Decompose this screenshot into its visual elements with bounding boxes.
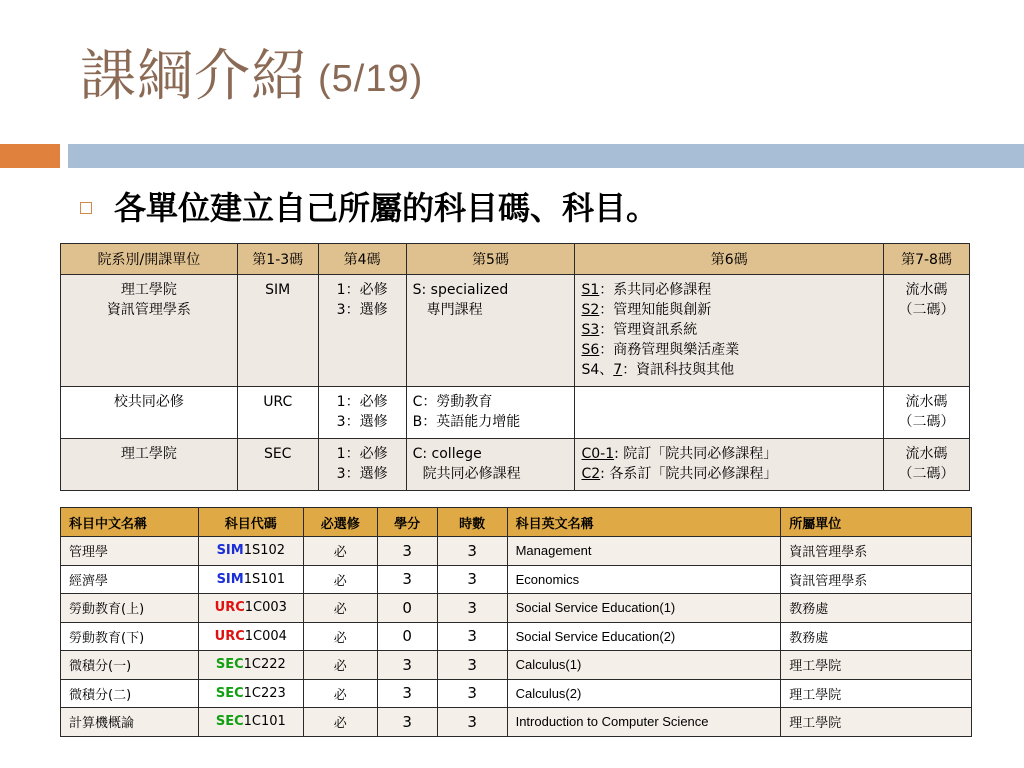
course-hours: 3 <box>437 651 507 680</box>
accent-bar-orange <box>0 144 60 168</box>
course-code-prefix: SEC <box>215 657 244 673</box>
course-required: 必 <box>303 622 377 651</box>
course-hours: 3 <box>437 679 507 708</box>
code78-line: 流水碼 <box>905 394 948 410</box>
course-required: 必 <box>303 565 377 594</box>
course-row <box>61 594 972 623</box>
code5-line: C: college <box>412 446 482 462</box>
code-structure-table <box>60 243 970 491</box>
code5-line: C：勞動教育 <box>412 394 493 410</box>
code6-line: S2：管理知能與創新 <box>581 302 712 318</box>
course-code <box>198 537 303 566</box>
unit-cell <box>61 387 238 439</box>
code-table-row <box>61 387 970 439</box>
course-english-name: Introduction to Computer Science <box>507 708 781 737</box>
unit-line: 理工學院 <box>120 282 177 298</box>
code-table-header: 第5碼 <box>406 244 575 275</box>
course-credits: 3 <box>377 708 437 737</box>
course-dept: 理工學院 <box>781 651 972 680</box>
code4-line: 3：選修 <box>336 302 388 318</box>
course-table-header: 所屬單位 <box>781 508 972 537</box>
code5-cell <box>406 387 575 439</box>
course-required: 必 <box>303 537 377 566</box>
code78-cell <box>884 275 970 387</box>
course-table-header: 科目英文名稱 <box>507 508 781 537</box>
course-credits: 3 <box>377 537 437 566</box>
code4-cell <box>318 387 406 439</box>
slide-title <box>80 42 423 114</box>
course-english-name: Economics <box>507 565 781 594</box>
code78-line: （二碼） <box>898 466 955 482</box>
code5-line: B：英語能力增能 <box>412 414 521 430</box>
code4-cell <box>318 275 406 387</box>
course-dept: 資訊管理學系 <box>781 537 972 566</box>
course-name: 微積分(一) <box>61 651 199 680</box>
course-code-prefix: SIM <box>216 571 244 587</box>
code13-cell: URC <box>237 387 318 439</box>
code4-line: 1：必修 <box>336 282 388 298</box>
course-dept: 資訊管理學系 <box>781 565 972 594</box>
course-hours: 3 <box>437 708 507 737</box>
course-credits: 3 <box>377 565 437 594</box>
course-code-prefix: SEC <box>215 714 244 730</box>
code13-cell: SIM <box>237 275 318 387</box>
code6-line: C2: 各系訂「院共同必修課程」 <box>581 466 778 482</box>
course-hours: 3 <box>437 594 507 623</box>
course-code <box>198 679 303 708</box>
course-required: 必 <box>303 708 377 737</box>
course-required: 必 <box>303 651 377 680</box>
course-code-suffix: 1S102 <box>243 543 286 559</box>
course-english-name: Social Service Education(2) <box>507 622 781 651</box>
course-english-name: Social Service Education(1) <box>507 594 781 623</box>
course-code-prefix: SEC <box>215 685 244 701</box>
course-code-prefix: URC <box>214 600 245 616</box>
course-english-name: Calculus(2) <box>507 679 781 708</box>
course-credits: 3 <box>377 651 437 680</box>
code5-cell <box>406 275 575 387</box>
course-table-header-row <box>61 508 972 537</box>
code4-line: 3：選修 <box>336 414 388 430</box>
code6-cell <box>575 439 884 491</box>
course-row <box>61 679 972 708</box>
course-code-suffix: 1C003 <box>244 600 287 616</box>
code6-line: C0-1: 院訂「院共同必修課程」 <box>581 446 778 462</box>
course-dept: 教務處 <box>781 622 972 651</box>
course-table-header: 時數 <box>437 508 507 537</box>
unit-line: 校共同必修 <box>113 394 184 410</box>
course-row <box>61 651 972 680</box>
course-name: 微積分(二) <box>61 679 199 708</box>
course-code <box>198 594 303 623</box>
course-code <box>198 565 303 594</box>
code-table-row <box>61 275 970 387</box>
code6-line: S3：管理資訊系統 <box>581 322 698 338</box>
course-code <box>198 651 303 680</box>
code13-cell: SEC <box>237 439 318 491</box>
course-credits: 0 <box>377 622 437 651</box>
code4-line: 1：必修 <box>336 394 388 410</box>
course-code-suffix: 1C223 <box>243 685 286 701</box>
code-table-header-row <box>61 244 970 275</box>
course-hours: 3 <box>437 565 507 594</box>
unit-cell <box>61 275 238 387</box>
unit-line: 理工學院 <box>120 446 177 462</box>
course-dept: 理工學院 <box>781 679 972 708</box>
course-english-name: Management <box>507 537 781 566</box>
course-code-suffix: 1C222 <box>243 657 286 673</box>
course-table <box>60 507 972 737</box>
code4-cell <box>318 439 406 491</box>
course-hours: 3 <box>437 622 507 651</box>
code6-line: S4、7：資訊科技與其他 <box>581 362 735 378</box>
course-credits: 3 <box>377 679 437 708</box>
code78-cell <box>884 439 970 491</box>
course-code-suffix: 1S101 <box>243 571 286 587</box>
code6-line: S6：商務管理與樂活產業 <box>581 342 740 358</box>
unit-line: 資訊管理學系 <box>106 302 191 318</box>
course-table-header: 科目中文名稱 <box>61 508 199 537</box>
course-dept: 教務處 <box>781 594 972 623</box>
code4-line: 3：選修 <box>336 466 388 482</box>
code78-line: 流水碼 <box>905 282 948 298</box>
code-table-header: 第6碼 <box>575 244 884 275</box>
course-english-name: Calculus(1) <box>507 651 781 680</box>
course-code-suffix: 1C004 <box>244 628 287 644</box>
course-code-suffix: 1C101 <box>243 714 286 730</box>
course-name: 管理學 <box>61 537 199 566</box>
course-row <box>61 708 972 737</box>
slide-title-page: (5/19) <box>318 58 424 100</box>
code6-cell <box>575 387 884 439</box>
code78-line: （二碼） <box>898 302 955 318</box>
course-row <box>61 622 972 651</box>
course-name: 勞動教育(下) <box>61 622 199 651</box>
course-code <box>198 708 303 737</box>
code5-line: 專門課程 <box>426 302 483 318</box>
code-table-header: 院系別/開課單位 <box>61 244 238 275</box>
course-hours: 3 <box>437 537 507 566</box>
course-row <box>61 537 972 566</box>
course-name: 計算機概論 <box>61 708 199 737</box>
code5-line: S: specialized <box>412 282 509 298</box>
accent-bar-blue <box>68 144 1024 168</box>
square-bullet-icon <box>80 202 92 214</box>
course-table-header: 學分 <box>377 508 437 537</box>
code-table-header: 第4碼 <box>318 244 406 275</box>
course-credits: 0 <box>377 594 437 623</box>
code78-cell <box>884 387 970 439</box>
course-code <box>198 622 303 651</box>
code78-line: （二碼） <box>898 414 955 430</box>
course-table-header: 科目代碼 <box>198 508 303 537</box>
course-name: 經濟學 <box>61 565 199 594</box>
code6-cell <box>575 275 884 387</box>
course-code-prefix: SIM <box>216 543 244 559</box>
slide-title-text: 課綱介紹 <box>80 44 308 109</box>
code4-line: 1：必修 <box>336 446 388 462</box>
code5-line: 院共同必修課程 <box>422 466 521 482</box>
course-dept: 理工學院 <box>781 708 972 737</box>
course-table-header: 必選修 <box>303 508 377 537</box>
course-required: 必 <box>303 594 377 623</box>
course-code-prefix: URC <box>214 628 245 644</box>
course-name: 勞動教育(上) <box>61 594 199 623</box>
code-table-header: 第1-3碼 <box>237 244 318 275</box>
bullet-text: 各單位建立自己所屬的科目碼、科目。 <box>114 189 659 227</box>
code5-cell <box>406 439 575 491</box>
code6-line: S1：系共同必修課程 <box>581 282 712 298</box>
course-required: 必 <box>303 679 377 708</box>
code-table-header: 第7-8碼 <box>884 244 970 275</box>
code-table-row <box>61 439 970 491</box>
code78-line: 流水碼 <box>905 446 948 462</box>
unit-cell <box>61 439 238 491</box>
course-table-body <box>61 537 972 737</box>
course-row <box>61 565 972 594</box>
